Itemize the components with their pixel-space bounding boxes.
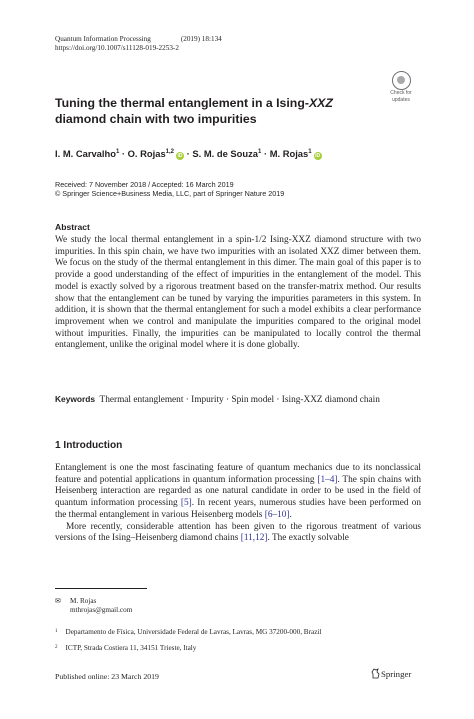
- intro-paragraph: Entanglement is one the most fascinating feature of quantum mechanics due to its nonclassical feature and potential applications in quantum information processing [1–4]. The spin chains with Heisenberg interaction are regarded as one natural candidate in order to be used in the field of quantum information processing [5]. In recent years, numerous studies have been performed on the thermal entanglement in various Heisenberg models [6–10].: [55, 463, 421, 520]
- doi-link[interactable]: https://doi.org/10.1007/s11128-019-2253-2: [55, 44, 179, 52]
- journal-header: [55, 35, 222, 53]
- keywords-text: Thermal entanglement · Impurity · Spin model · Ising-XXZ diamond chain: [99, 395, 380, 405]
- author-list: I. M. Carvalho$^1$ · O. Rojas$^{1,2}$iD · S. M. de Souza$^1$ · M. Rojas$^1$iD: [55, 148, 321, 159]
- author-name: M. Rojas: [269, 148, 309, 159]
- author-affiliation: 1: [115, 149, 120, 155]
- introduction-text: [55, 463, 421, 545]
- corresponding-email[interactable]: mthrojas@gmail.com: [70, 606, 133, 615]
- publisher-logo: [371, 668, 411, 679]
- journal-citation: (2019) 18:134: [180, 35, 222, 43]
- publisher-name: Springer: [381, 669, 412, 679]
- correspondence: [55, 597, 421, 616]
- affiliation: [55, 643, 421, 653]
- check-updates-label-1: Check for: [390, 90, 412, 96]
- author-name: S. M. de Souza: [192, 148, 258, 159]
- affiliation-text: Departamento de Física, Universidade Federal de Lavras, Lavras, MG 37200-000, Brazil: [65, 628, 322, 636]
- citation-link[interactable]: [1–4]: [317, 474, 338, 485]
- author-name: I. M. Carvalho: [55, 148, 116, 159]
- author-affiliation: 1,2: [165, 149, 175, 155]
- section-heading: 1 Introduction: [55, 440, 123, 451]
- affiliation-text: ICTP, Strada Costiera 11, 34151 Trieste, Italy: [65, 644, 197, 652]
- published-date: Published online: 23 March 2019: [55, 672, 159, 681]
- title-italic: XXZ: [308, 96, 333, 110]
- citation-link[interactable]: [11,12]: [240, 533, 268, 544]
- orcid-icon[interactable]: iD: [177, 153, 183, 159]
- author-affiliation: 1: [308, 149, 312, 155]
- springer-horse-icon: [371, 668, 380, 679]
- journal-name: Quantum Information Processing: [55, 35, 151, 43]
- citation-link[interactable]: [5]: [180, 498, 192, 509]
- affiliation-number: 1: [55, 629, 58, 634]
- abstract-text: We study the local thermal entanglement in a spin-1/2 Ising-XXZ diamond structure with two impurities. In this spin chain, we have two impurities with an isolated XXZ dimer between them. We focus on the study of the thermal entanglement in this dimer. The main goal of this paper is to provide a good understanding of the effect of impurities in the entanglement of the model. This model is exactly solved by a rigorous treatment based on the transfer-matrix method. Our results show that the entanglement can be tuned by varying the impurities parameters in this system. In addition, it is shown that the thermal entanglement for such a model exhibits a clear performance improvement when we control and manipulate the impurities compared to the original model without impurities. Finally, the impurities can be manipulated to locally control the thermal entanglement, unlike the original model where it is done globally.: [55, 235, 421, 351]
- abstract-heading: Abstract: [55, 222, 90, 232]
- corresponding-author: M. Rojas: [70, 597, 97, 605]
- title-part-2: diamond chain with two impurities: [55, 111, 257, 126]
- intro-paragraph: More recently, considerable attention has been given to the rigorous treatment of various versions of the Ising–Heisenberg diamond chains [11,12]. The exactly solvable: [55, 521, 421, 544]
- check-updates-icon: [392, 71, 411, 90]
- check-for-updates-badge[interactable]: [382, 71, 420, 101]
- title-part-1: Tuning the thermal entanglement in a Ising-: [55, 96, 309, 110]
- check-updates-label-2: updates: [392, 96, 410, 103]
- orcid-icon[interactable]: iD: [315, 153, 321, 159]
- affiliation: [55, 627, 421, 637]
- author-name: O. Rojas: [127, 148, 166, 159]
- copyright-notice: © Springer Science+Business Media, LLC, part of Springer Nature 2019: [55, 189, 285, 199]
- keywords-label: Keywords: [55, 394, 96, 404]
- envelope-icon: ✉: [55, 597, 61, 605]
- received-accepted-dates: Received: 7 November 2018 / Accepted: 16 March 2019: [55, 180, 234, 189]
- citation-link[interactable]: [6–10]: [264, 509, 290, 520]
- author-affiliation: 1: [258, 149, 262, 155]
- footnote-divider: [55, 588, 147, 589]
- paper-title: [55, 96, 375, 127]
- keywords: [55, 394, 421, 407]
- article-history: [55, 180, 284, 199]
- affiliation-number: 2: [55, 645, 58, 650]
